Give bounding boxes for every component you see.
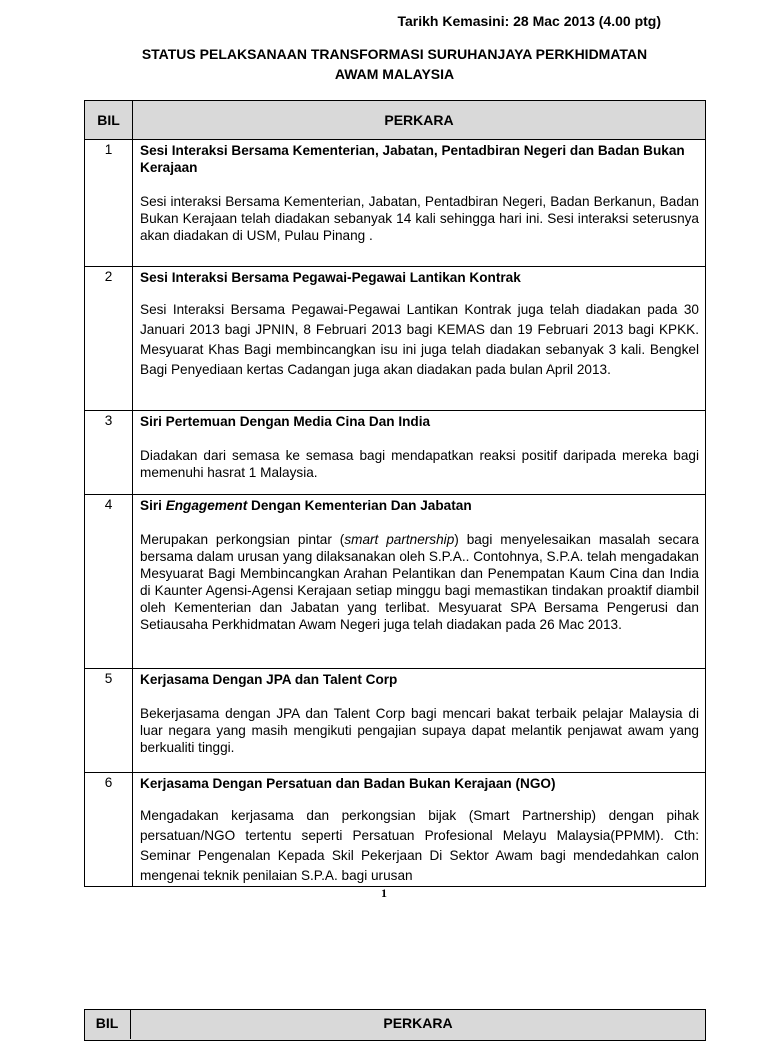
item-title: Sesi Interaksi Bersama Pegawai-Pegawai Lantikan Kontrak xyxy=(140,270,521,285)
table-row xyxy=(85,495,706,669)
row-content xyxy=(133,495,706,669)
item-description: Sesi interaksi Bersama Kementerian, Jabatan, Pentadbiran Negeri, Badan Berkanun, Badan Bukan Kerajaan telah diadakan sebanyak 14 kali sehingga hari ini. Sesi interaksi seterusnya akan diadakan di USM, Pulau Pinang . xyxy=(140,194,699,243)
description-suffix: ) bagi menyelesaikan masalah secara bersama dalam urusan yang dilaksanakan oleh S.P.A.. Contohnya, S.P.A. telah mengadakan Mesyuarat Bagi Membincangkan Arahan Pelantikan dan Penempatan Kaum Cina dan India di Kaunter Agensi-Agensi Kerajaan setiap minggu bagi memastikan tindakan proaktif diambil oleh Kementerian dan Jabatan yang terlibat. Mesyuarat SPA Bersama Pengerusi dan Setiausaha Perkhidmatan Awam Negeri juga telah diadakan pada 26 Mac 2013. xyxy=(140,532,699,632)
page-number: 1 xyxy=(381,886,387,900)
item-description: Mengadakan kerjasama dan perkongsian bijak (Smart Partnership) dengan pihak persatuan/NGO tertentu seperti Persatuan Profesional Melayu Malaysia(PPMM). Cth: Seminar Pengenalan Kepada Skil Pekerjaan Di Sektor Awam bagi mendedahkan calon mengenai teknik penilaian S.P.A. bagi urusan xyxy=(140,808,699,883)
row-number: 4 xyxy=(85,495,133,669)
document-title-line1: STATUS PELAKSANAAN TRANSFORMASI SURUHANJAYA PERKHIDMATAN xyxy=(141,46,648,62)
row-content xyxy=(133,140,706,267)
next-page-column-bil: BIL xyxy=(95,1015,119,1031)
item-description: Bekerjasama dengan JPA dan Talent Corp bagi mencari bakat terbaik pelajar Malaysia di luar negara yang masih mengikuti pengajian supaya dapat melantik penjawat awam yang berkualiti tinggi. xyxy=(140,706,699,755)
last-updated-date: Tarikh Kemasini: 28 Mac 2013 (4.00 ptg) xyxy=(397,13,661,29)
row-number: 6 xyxy=(85,773,133,887)
row-content xyxy=(133,773,706,887)
column-header-perkara: PERKARA xyxy=(133,101,706,140)
row-number: 5 xyxy=(85,669,133,773)
item-description: Sesi Interaksi Bersama Pegawai-Pegawai Lantikan Kontrak juga telah diadakan pada 30 Januari 2013 bagi JPNIN, 8 Februari 2013 bagi KEMAS dan 19 Februari 2013 bagi KPKK. Mesyuarat Khas Bagi membincangkan isu ini juga telah diadakan sebanyak 3 kali. Bengkel Bagi Penyediaan kertas Cadangan juga akan diadakan pada bulan April 2013. xyxy=(140,302,699,377)
document-title-line2: AWAM MALAYSIA xyxy=(334,66,455,82)
item-title-emphasis: Engagement xyxy=(165,498,248,513)
item-title: Siri Pertemuan Dengan Media Cina Dan India xyxy=(140,414,431,429)
item-description: Diadakan dari semasa ke semasa bagi mendapatkan reaksi positif daripada mereka bagi memenuhi hasrat 1 Malaysia. xyxy=(140,448,699,480)
row-number: 1 xyxy=(85,140,133,267)
status-table xyxy=(84,100,706,887)
table-row xyxy=(85,267,706,411)
item-description xyxy=(140,531,699,633)
table-header-row xyxy=(85,101,706,140)
item-title: Kerjasama Dengan Persatuan dan Badan Bukan Kerajaan (NGO) xyxy=(140,776,556,791)
item-title xyxy=(140,497,699,514)
item-title: Kerjasama Dengan JPA dan Talent Corp xyxy=(140,672,398,687)
item-title-suffix: Dengan Kementerian Dan Jabatan xyxy=(247,498,472,513)
table-row xyxy=(85,140,706,267)
description-emphasis: smart partnership xyxy=(344,532,455,547)
description-prefix: Merupakan perkongsian pintar ( xyxy=(140,532,345,547)
row-content xyxy=(133,669,706,773)
column-header-bil: BIL xyxy=(85,101,133,140)
item-title-prefix: Siri xyxy=(140,498,166,513)
table-row xyxy=(85,411,706,495)
row-number: 2 xyxy=(85,267,133,411)
row-content xyxy=(133,267,706,411)
row-content xyxy=(133,411,706,495)
row-number: 3 xyxy=(85,411,133,495)
item-title: Sesi Interaksi Bersama Kementerian, Jabatan, Pentadbiran Negeri dan Badan Bukan Kerajaan xyxy=(140,143,685,175)
table-row xyxy=(85,773,706,887)
next-page-column-perkara: PERKARA xyxy=(383,1015,453,1031)
table-row xyxy=(85,669,706,773)
